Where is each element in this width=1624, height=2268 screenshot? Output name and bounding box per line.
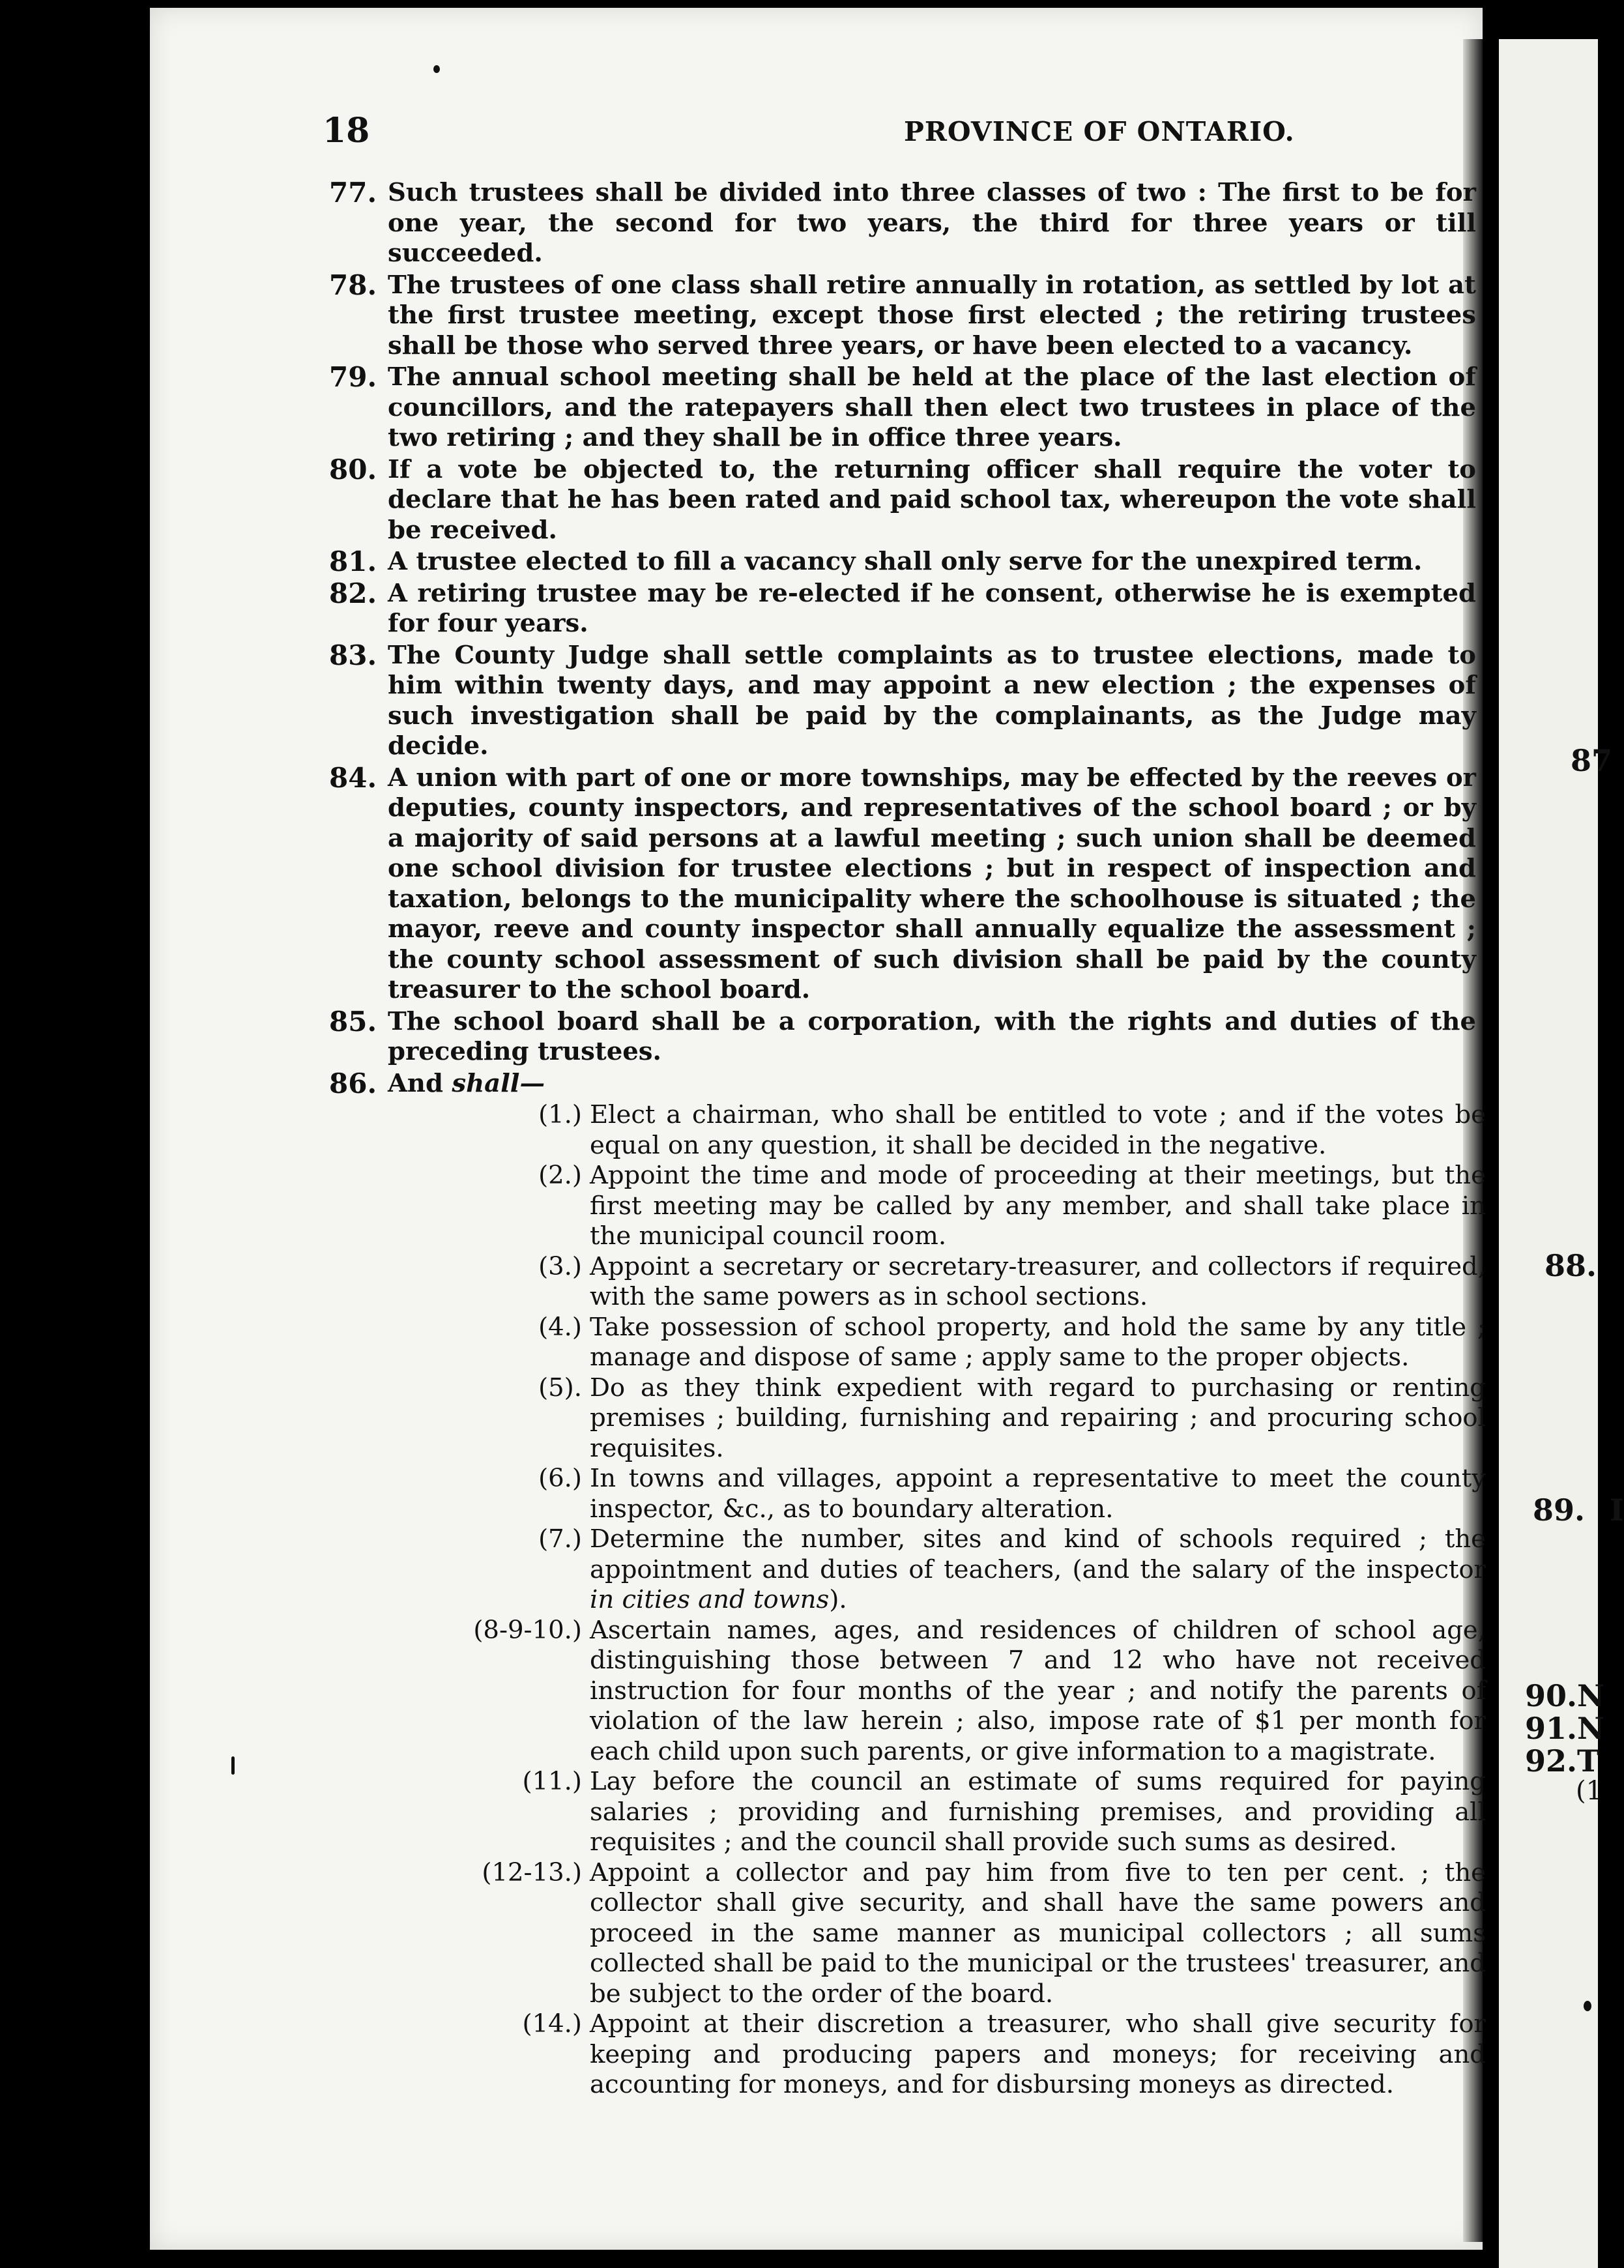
subsection-text: Do as they think expedient with regard to purchasing or renting premises ; building, furnishing and repairing ; and procuring school requisites. xyxy=(590,1373,1486,1463)
section-83 xyxy=(329,641,1476,762)
subsection-item xyxy=(329,1100,1486,1161)
adjacent-page-fragment: (1 xyxy=(1576,1776,1603,1806)
section-number: 83. xyxy=(329,639,377,671)
section-text: A retiring trustee may be re-elected if he consent, otherwise he is exempted for four years. xyxy=(388,578,1476,638)
section-text-italic: shall— xyxy=(452,1068,545,1098)
ink-speck xyxy=(1584,2001,1591,2011)
subsection-number: (1.) xyxy=(538,1100,582,1129)
subsection-text: Appoint a secretary or secretary-treasurer, and collectors if required, with the same powers as in school sections. xyxy=(590,1251,1486,1311)
subsection-item xyxy=(329,1616,1486,1767)
adjacent-page-fragment: N xyxy=(1577,1678,1605,1713)
subsection-text-italic: in cities and towns xyxy=(590,1585,830,1614)
subsection-text: Appoint a collector and pay him from five to ten per cent. ; the collector shall give security, and shall have the same powers and proceed in the same manner as municipal collectors ; all sums collected shall be paid to the municipal or the trustees' treasurer, and be subject to the order of the board. xyxy=(590,1857,1486,2009)
adjacent-page-fragment: T xyxy=(1577,1743,1600,1779)
subsection-number: (3.) xyxy=(538,1251,582,1281)
page-content xyxy=(173,111,1486,2101)
subsection-text: Elect a chairman, who shall be entitled to vote ; and if the votes be equal on any question, it shall be decided in the negative. xyxy=(590,1100,1486,1160)
subsection-text: Ascertain names, ages, and residences of children of school age, distinguishing those between 7 and 12 who have not received instruction for four months of the year ; and notify the parents of violation of the law herein ; also, impose rate of $1 per month for each child upon such parents, or give information to a magistrate. xyxy=(590,1615,1486,1766)
adjacent-page-fragment: 90. xyxy=(1525,1678,1578,1713)
adjacent-page-fragment: I xyxy=(1610,1492,1624,1528)
subsection-item xyxy=(329,1464,1486,1524)
adjacent-page-fragment: 92. xyxy=(1525,1743,1578,1779)
section-number: 84. xyxy=(329,761,377,794)
page-number: 18 xyxy=(323,111,370,151)
subsection-number: (6.) xyxy=(538,1464,582,1493)
subsection-item xyxy=(329,2009,1486,2101)
adjacent-page-fragment: 89. xyxy=(1533,1492,1586,1528)
adjacent-page-fragment: N xyxy=(1577,1711,1605,1746)
section-78 xyxy=(329,270,1476,362)
section-number: 81. xyxy=(329,545,377,577)
section-82 xyxy=(329,579,1476,639)
section-85 xyxy=(329,1007,1476,1068)
section-list xyxy=(173,178,1476,1099)
subsection-number: (7.) xyxy=(538,1524,582,1554)
adjacent-page xyxy=(1499,39,1624,2268)
section-text: A union with part of one or more townships, may be effected by the reeves or deputies, county inspectors, and representatives of the school board ; or by a majority of said persons at a lawful meeting ; such union shall be deemed one school division for trustee elections ; but in respect of inspection and taxation, belongs to the municipality where the schoolhouse is situated ; the mayor, reeve and county inspector shall annually equalize the assessment ; the county school assessment of such division shall be paid by the county treasurer to the school board. xyxy=(388,763,1476,1004)
subsection-item xyxy=(329,1373,1486,1464)
adjacent-page-fragment: 91. xyxy=(1525,1711,1578,1746)
ink-speck xyxy=(433,65,440,73)
section-text: The annual school meeting shall be held at the place of the last election of councillors, and the ratepayers shall then elect two trustees in place of the two retiring ; and they shall be in office three years. xyxy=(388,362,1476,452)
subsection-list xyxy=(329,1100,1486,2101)
section-86 xyxy=(329,1069,1476,1099)
section-text: If a vote be objected to, the returning officer shall require the voter to declare that he has been rated and paid school tax, whereupon the vote shall be received. xyxy=(388,454,1476,545)
section-84 xyxy=(329,763,1476,1006)
subsection-item xyxy=(329,1524,1486,1616)
section-text: Such trustees shall be divided into three classes of two : The first to be for one year, the second for two years, the third for three years or till succeeded. xyxy=(388,178,1476,268)
section-77 xyxy=(329,178,1476,269)
section-text: The school board shall be a corporation, with the rights and duties of the preceding trustees. xyxy=(388,1006,1476,1066)
subsection-text-tail: ). xyxy=(829,1585,847,1614)
section-text xyxy=(388,1069,1476,1099)
section-79 xyxy=(329,362,1476,454)
subsection-item xyxy=(329,1252,1486,1313)
subsection-text: Appoint at their discretion a treasurer, who shall give security for keeping and producing papers and moneys; for receiving and accounting for moneys, and for disbursing moneys as directed. xyxy=(590,2009,1486,2099)
subsection-text-lead: Determine the number, sites and kind of schools required ; the appointment and duties of teachers, (and the salary of the inspector xyxy=(590,1524,1486,1584)
adjacent-page-fragment: 88. xyxy=(1544,1248,1597,1283)
section-text-lead: And xyxy=(388,1068,452,1098)
section-number: 78. xyxy=(329,269,377,301)
subsection-number: (14.) xyxy=(522,2009,582,2039)
subsection-item xyxy=(329,1161,1486,1252)
subsection-number: (5). xyxy=(538,1373,582,1403)
section-number: 80. xyxy=(329,453,377,486)
subsection-number: (2.) xyxy=(538,1161,582,1190)
section-number: 82. xyxy=(329,577,377,609)
subsection-item xyxy=(329,1858,1486,2010)
section-text: The County Judge shall settle complaints as to trustee elections, made to him within twenty days, and may appoint a new election ; the expenses of such investigation shall be paid by the complainants, as the Judge may decide. xyxy=(388,640,1476,761)
subsection-number: (4.) xyxy=(538,1312,582,1342)
subsection-item xyxy=(329,1313,1486,1373)
subsection-text: Take possession of school property, and hold the same by any title ; manage and dispose of same ; apply same to the proper objects. xyxy=(590,1312,1486,1372)
adjacent-page-fragment: 87 xyxy=(1571,743,1613,778)
subsection-text: Lay before the council an estimate of sums required for paying salaries ; providing and furnishing premises, and providing all requisites ; and the council shall provide such sums as desired. xyxy=(590,1767,1486,1857)
subsection-number: (11.) xyxy=(522,1767,582,1796)
subsection-number: (8-9-10.) xyxy=(473,1615,582,1645)
subsection-text: Appoint the time and mode of proceeding at their meetings, but the first meeting may be called by any member, and shall take place in the municipal council room. xyxy=(590,1161,1486,1251)
subsection-text: In towns and villages, appoint a representative to meet the county inspector, &c., as to boundary alteration. xyxy=(590,1464,1486,1524)
page-title: PROVINCE OF ONTARIO. xyxy=(904,116,1295,147)
section-text: A trustee elected to fill a vacancy shall only serve for the unexpired term. xyxy=(388,547,1423,576)
section-number: 77. xyxy=(329,177,377,209)
subsection-number: (12-13.) xyxy=(482,1857,582,1887)
section-number: 86. xyxy=(329,1067,377,1099)
section-number: 79. xyxy=(329,361,377,393)
running-head xyxy=(173,111,1476,160)
section-number: 85. xyxy=(329,1005,377,1038)
section-81 xyxy=(329,547,1476,577)
section-80 xyxy=(329,455,1476,546)
subsection-text xyxy=(590,1524,1486,1616)
section-text: The trustees of one class shall retire annually in rotation, as settled by lot at the first trustee meeting, except those first elected ; the retiring trustees shall be those who served three years, or have been elected to a vacancy. xyxy=(388,270,1476,360)
subsection-item xyxy=(329,1767,1486,1858)
